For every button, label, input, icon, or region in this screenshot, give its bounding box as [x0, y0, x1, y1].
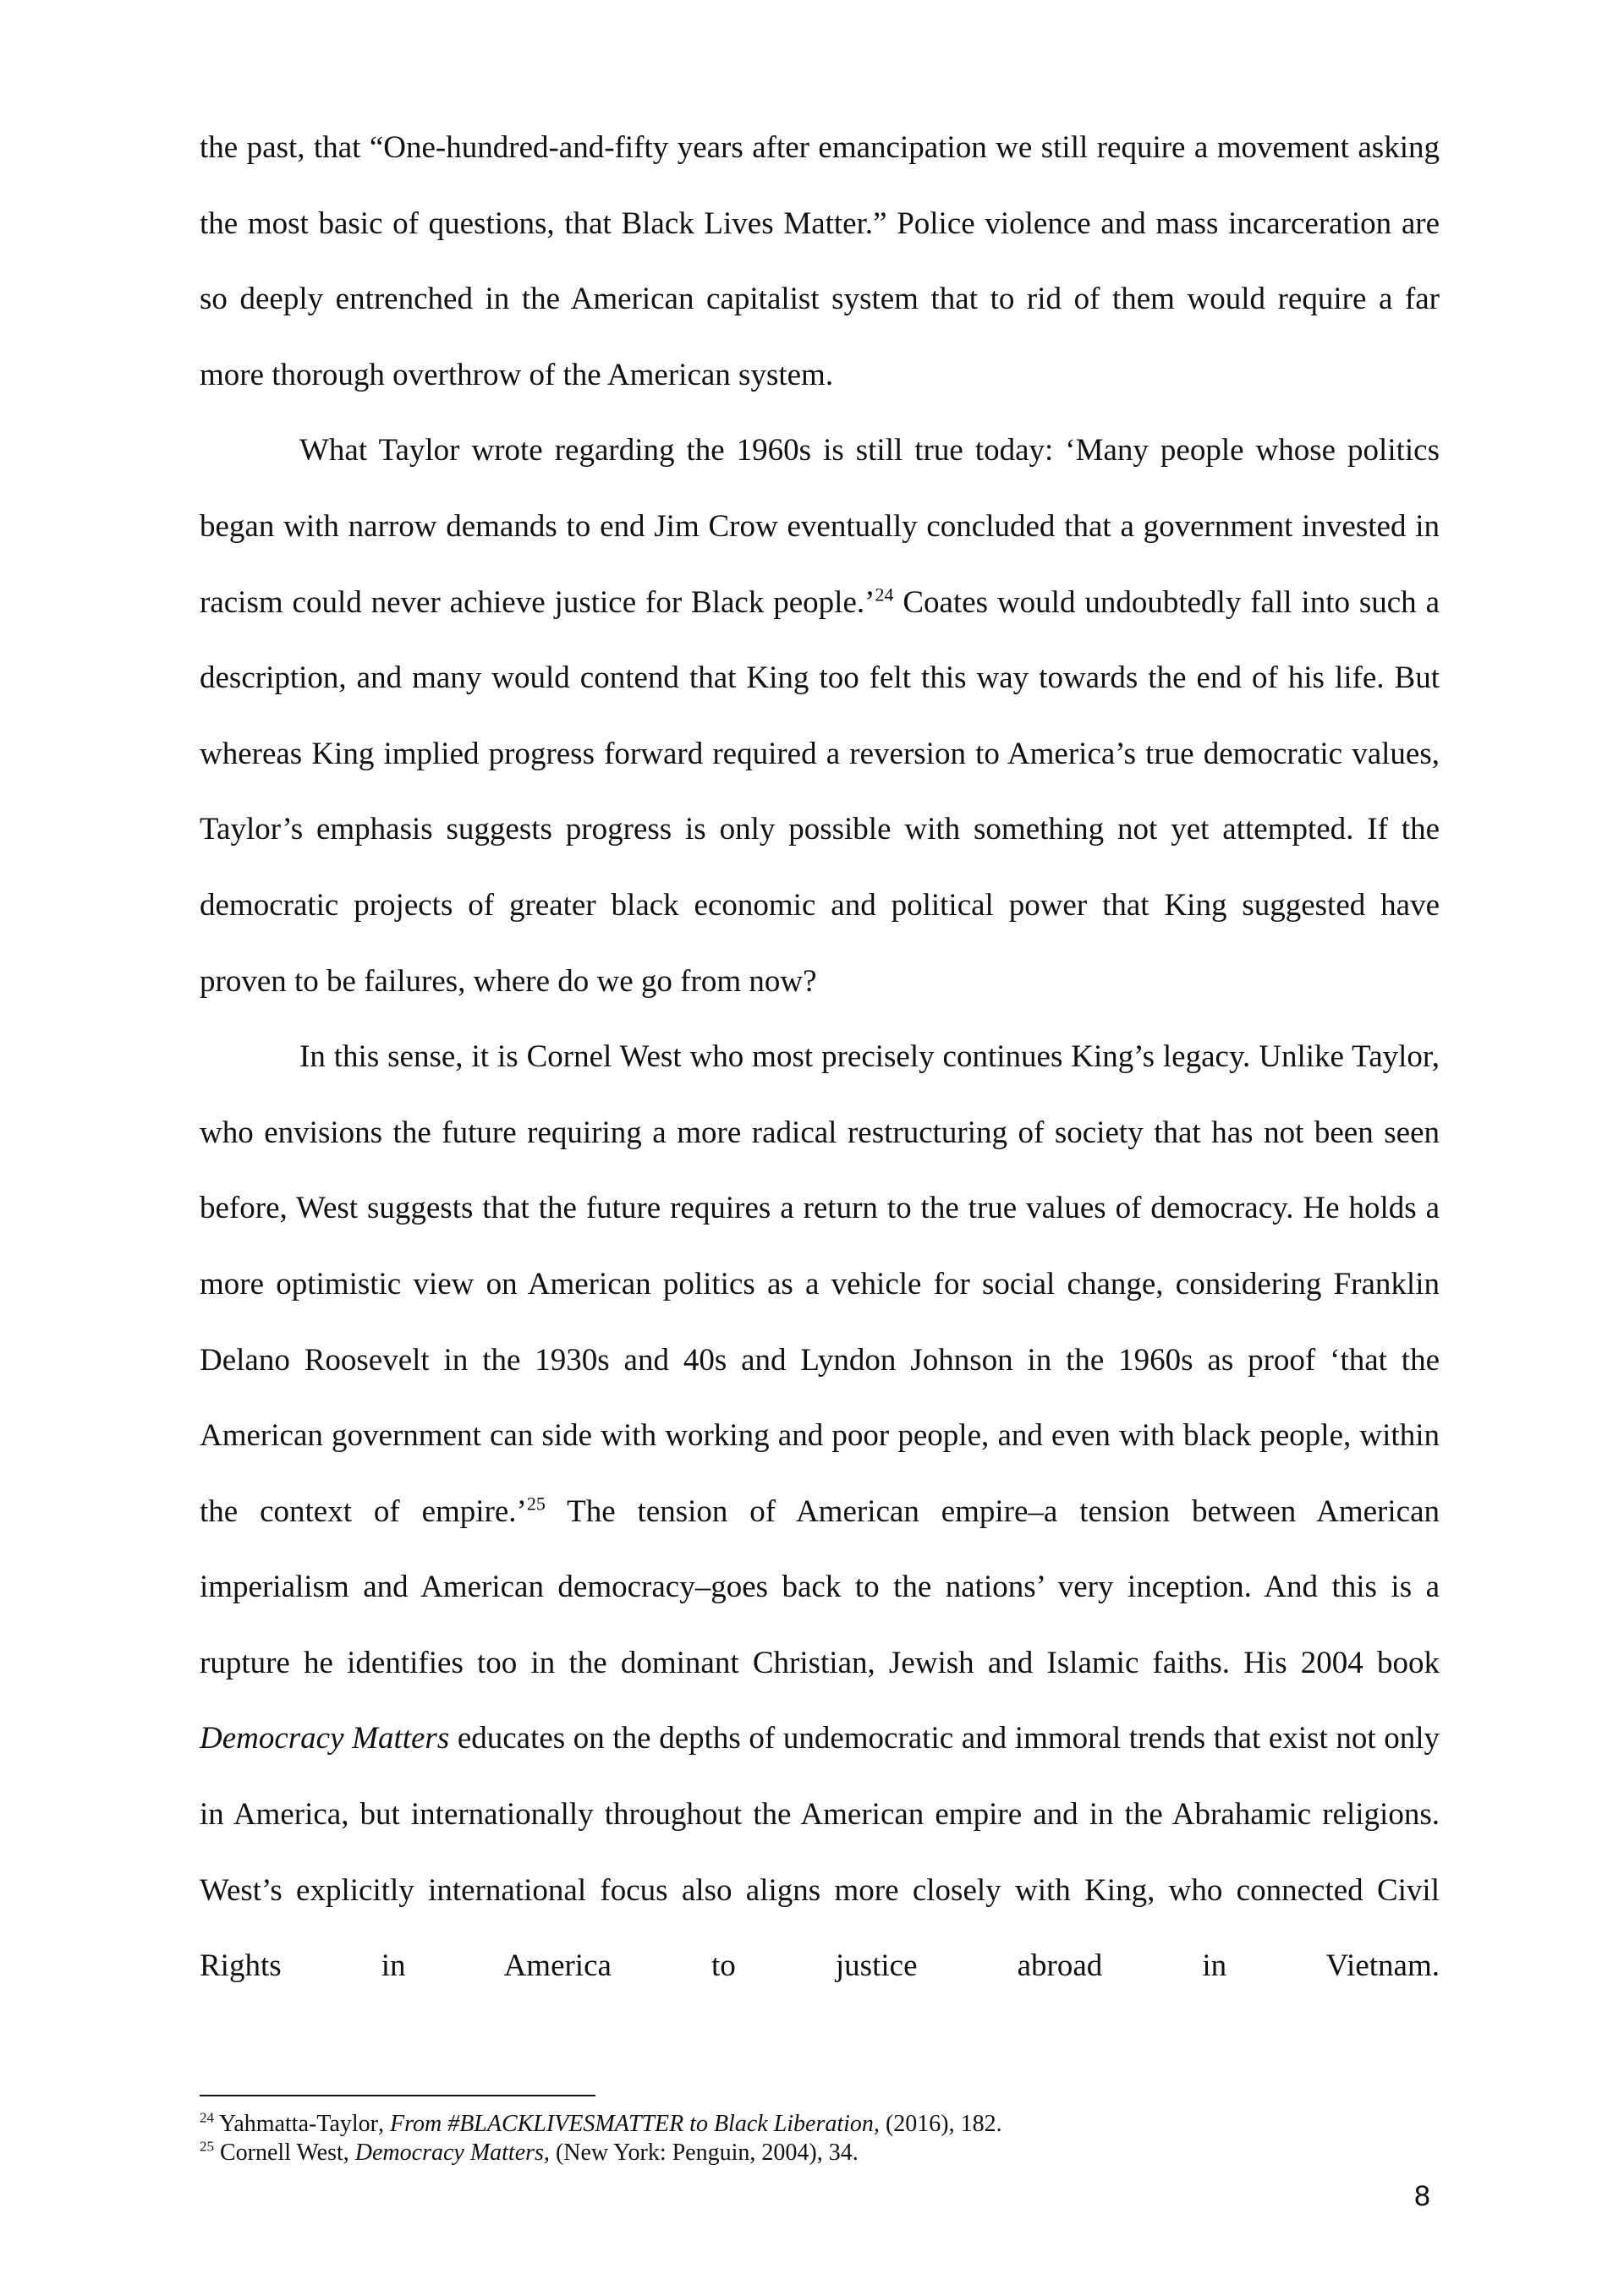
- body-text: [200, 110, 1440, 2004]
- text-run: Yahmatta-Taylor: [214, 2111, 379, 2137]
- italic-text: Democracy Matters: [200, 1721, 450, 1756]
- text-run: Cornell West,: [214, 2140, 355, 2166]
- text-run: Coates would undoubtedly fall into such a description, and many would contend that King too felt this way towards the end of his life. But whereas King implied progress forward required a reversion to America’s true democratic values, Taylor’s emphasis suggests progress is only possible with something not yet attempted. If the democratic projects of greater black economic and political power that King suggested have proven to be failures, where do we go from now?: [200, 584, 1440, 999]
- footnote: [200, 2139, 1440, 2167]
- footnote-reference: 25: [526, 1493, 546, 1515]
- footnote-number: 25: [200, 2138, 214, 2155]
- italic-text: Democracy Matters,: [354, 2140, 550, 2166]
- text-run: The tension of American empire–a tension between American imperialism and American democracy–goes back to the nations’ very inception. And this is a rupture he identifies too in the dominant Christian, Jewish and Islamic faiths. His 2004 book: [200, 1493, 1440, 1680]
- footnote-reference: 24: [875, 584, 894, 606]
- text-run: (New York: Penguin, 2004), 34.: [549, 2140, 859, 2166]
- footnote-separator: [200, 2095, 595, 2096]
- text-run: In this sense, it is Cornel West who most precisely continues King’s legacy. Unlike Taylor, who envisions the future requiring a more radical restructuring of society that has not been seen before, West suggests that the future requires a return to the true values of democracy. He holds a more optimistic view on American politics as a vehicle for social change, considering Franklin Delano Roosevelt in the 1930s and 40s and Lyndon Johnson in the 1960s as proof ‘that the American government can side with working and poor people, and even with black people, within the context of empire.’: [200, 1039, 1440, 1529]
- text-run: educates on the depths of undemocratic and immoral trends that exist not only in America, but internationally throughout the American empire and in the Abrahamic religions. West’s explicitly international focus also aligns more closely with King, who connected Civil Rights in America to justice abroad in Vietnam.: [200, 1721, 1440, 1984]
- text-run: the past, that “One-hundred-and-fifty years after emancipation we still require a movement asking the most basic of questions, that Black Lives Matter.” Police violence and mass incarceration are so deeply entrenched in the American capitalist system that to rid of them would require a far more thorough overthrow of the American system.: [200, 130, 1440, 392]
- footnote: [200, 2110, 1440, 2139]
- footnote-number: 24: [200, 2109, 214, 2126]
- paragraph: [200, 1019, 1440, 2004]
- text-run: (2016), 182.: [879, 2111, 1002, 2137]
- italic-text: , From #BLACKLIVESMATTER to Black Liberation,: [378, 2111, 880, 2137]
- footnotes: [200, 2110, 1440, 2167]
- page-number: 8: [1414, 2180, 1430, 2212]
- text-run: What Taylor wrote regarding the 1960s is still true today: ‘Many people whose politics began with narrow demands to end Jim Crow eventually concluded that a government invested in racism could never achieve justice for Black people.’: [200, 433, 1440, 620]
- paragraph: [200, 413, 1440, 1019]
- paragraph: [200, 110, 1440, 413]
